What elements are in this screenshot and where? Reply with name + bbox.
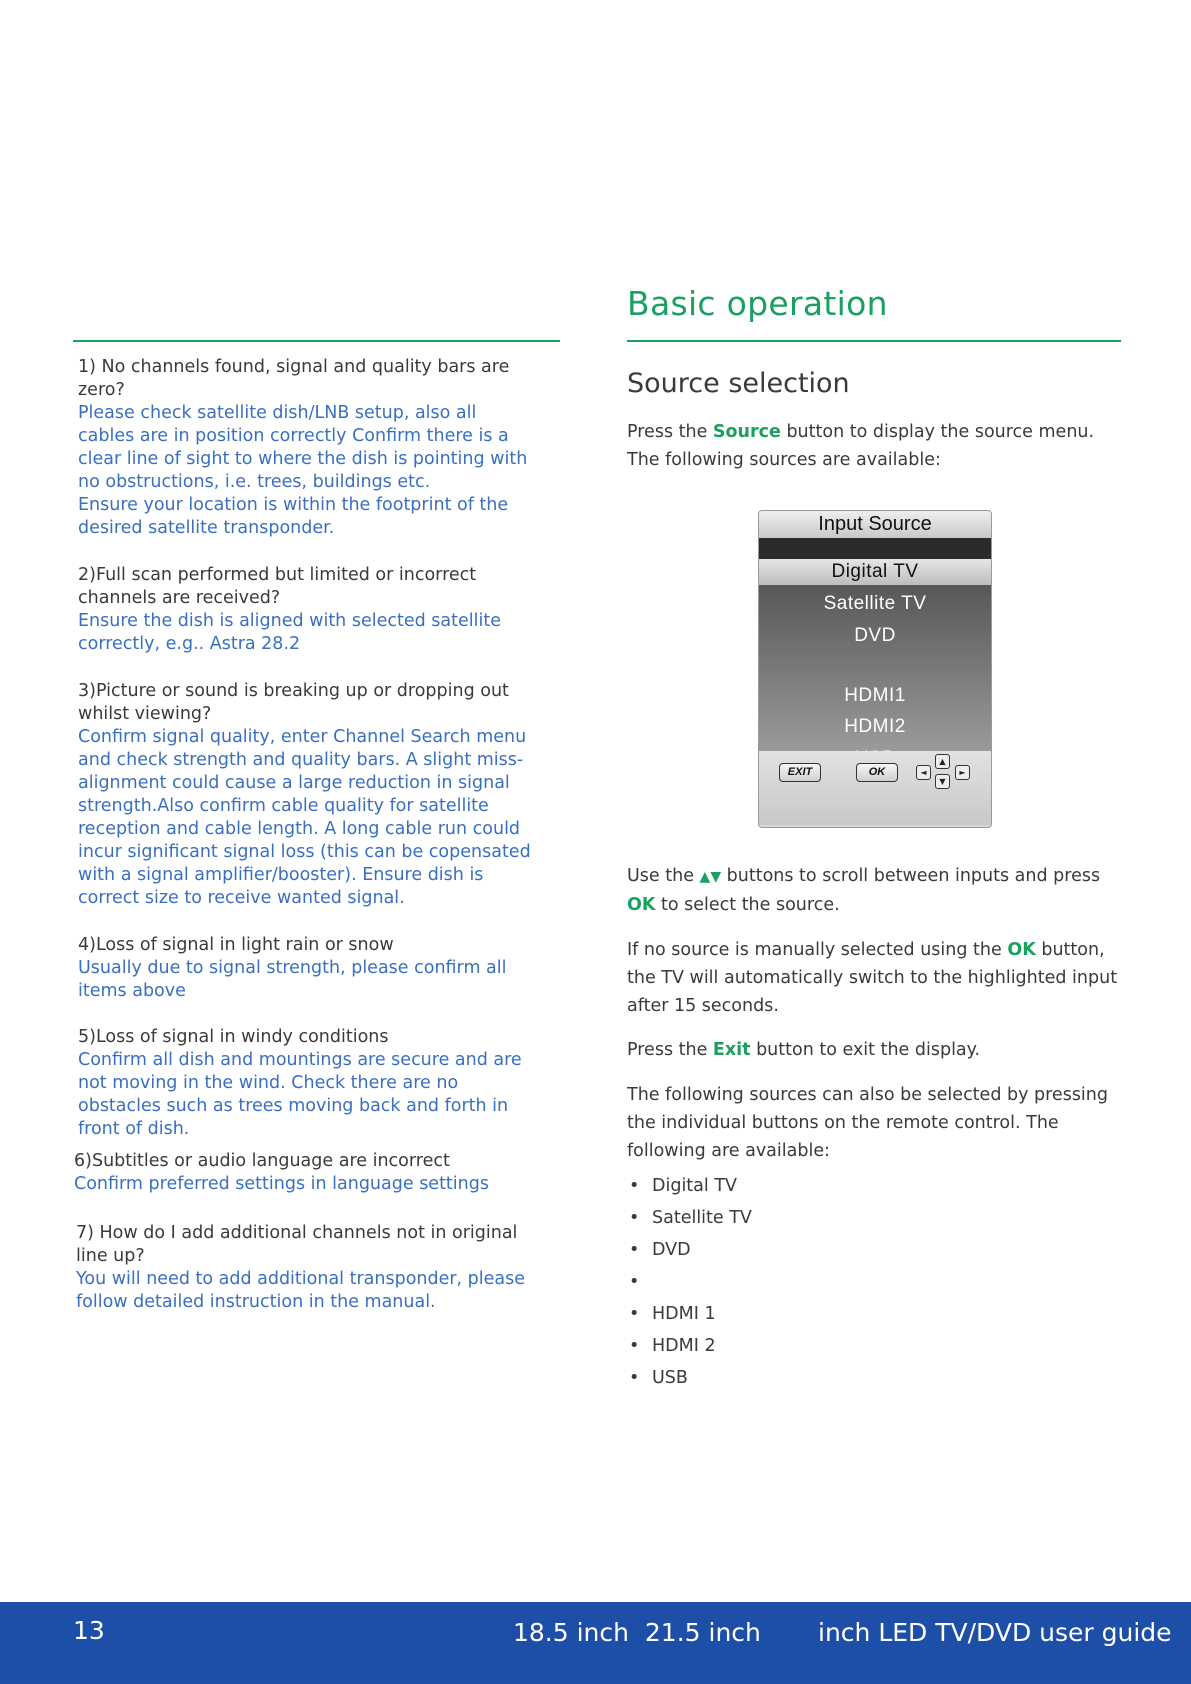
ok-key-button[interactable]: OK: [856, 763, 898, 782]
faq-answer: Confirm signal quality, enter Channel Search menu and check strength and quality bars. A slight miss-alignment could cause a large reduction in signal strength.Also confirm cable quality for satellite reception and cable length. A long cable run could incur significant signal loss (this can be copensated with a signal amplifier/booster). Ensure dish is correct size to receive wanted signal.: [78, 727, 531, 908]
list-item: [627, 1268, 752, 1300]
list-item: • HDMI 2: [627, 1332, 752, 1364]
input-source-title: Input Source: [759, 511, 991, 538]
faq-question: 2)Full scan performed but limited or incorrect channels are received?: [78, 565, 477, 608]
up-down-arrows-icon: ▲▼: [699, 869, 722, 885]
faq-item: [78, 356, 538, 540]
right-divider: [627, 340, 1121, 342]
list-item: • Satellite TV: [627, 1204, 752, 1236]
faq-question: 1) No channels found, signal and quality bars are zero?: [78, 357, 510, 400]
right-arrow-icon[interactable]: ►: [955, 765, 970, 780]
left-divider: [73, 340, 560, 342]
menu-item-digital-tv[interactable]: Digital TV: [759, 559, 991, 585]
faq-answer: Confirm preferred settings in language settings: [74, 1174, 489, 1194]
faq-question: 3)Picture or sound is breaking up or dropping out whilst viewing?: [78, 681, 509, 724]
source-list: [627, 1172, 752, 1396]
faq-question: 7) How do I add additional channels not in original line up?: [76, 1223, 518, 1266]
list-item: • USB: [627, 1364, 752, 1396]
exit-instructions: [627, 1036, 1122, 1064]
faq-answer: Confirm all dish and mountings are secure and are not moving in the wind. Check there are no obstacles such as trees moving back and forth in front of dish.: [78, 1050, 522, 1139]
faq-item: [76, 1222, 536, 1314]
menu-list: [759, 559, 991, 751]
text-run: If no source is manually selected using the: [627, 940, 1008, 960]
page-footer: [0, 1602, 1191, 1684]
faq-question: 4)Loss of signal in light rain or snow: [78, 935, 394, 955]
exit-key-label: Exit: [712, 1040, 751, 1060]
faq-answer: Ensure the dish is aligned with selected satellite correctly, e.g.. Astra 28.2: [78, 611, 501, 654]
source-key-label: Source: [712, 422, 781, 442]
text-run: to select the source.: [655, 895, 840, 915]
text-run: Press the: [627, 422, 713, 442]
remote-sources-note: The following sources can also be selected by pressing the individual buttons on the remote control. The following are available:: [627, 1085, 1108, 1161]
faq-item: [78, 934, 538, 1003]
faq-item: [78, 564, 538, 656]
exit-key-button[interactable]: EXIT: [779, 763, 821, 782]
auto-switch-note: [627, 936, 1122, 1020]
faq-answer: Usually due to signal strength, please confirm all items above: [78, 958, 507, 1001]
menu-footer: [759, 751, 991, 825]
faq-answer: You will need to add additional transponder, please follow detailed instruction in the manual.: [76, 1269, 526, 1312]
menu-item-hdmi2[interactable]: HDMI2: [844, 716, 906, 737]
source-selection-title: Source selection: [627, 368, 850, 399]
text-run: button to display the source menu. The following sources are available:: [627, 422, 1095, 470]
source-intro: [627, 418, 1122, 474]
list-item: • HDMI 1: [627, 1300, 752, 1332]
text-run: button, the TV will automatically switch to the highlighted input after 15 seconds.: [627, 940, 1118, 1016]
faq-question: 6)Subtitles or audio language are incorrect: [74, 1151, 450, 1171]
page-number: 13: [73, 1616, 105, 1645]
list-item: • Digital TV: [627, 1172, 752, 1204]
faq-answer: Please check satellite dish/LNB setup, also all cables are in position correctly Confirm there is a clear line of sight to where the dish is pointing with no obstructions, i.e. trees, buildings etc. Ensure your location is within the footprint of the desired satellite transponder.: [78, 403, 528, 538]
faq-item: [78, 1026, 538, 1141]
menu-item-dvd[interactable]: DVD: [854, 625, 896, 646]
input-source-menu: [758, 510, 992, 828]
faq-question: 5)Loss of signal in windy conditions: [78, 1027, 389, 1047]
up-arrow-icon[interactable]: ▲: [935, 754, 950, 769]
faq-item: [74, 1150, 534, 1196]
footer-guide-title: inch LED TV/DVD user guide: [818, 1618, 1172, 1647]
menu-separator: [759, 538, 991, 559]
down-arrow-icon[interactable]: ▼: [935, 774, 950, 789]
footer-sizes: 18.5 inch 21.5 inch: [513, 1618, 761, 1647]
text-run: button to exit the display.: [750, 1040, 981, 1060]
faq-item: [78, 680, 538, 910]
section-title: Basic operation: [627, 284, 888, 323]
left-arrow-icon[interactable]: ◄: [916, 765, 931, 780]
scroll-instructions: [627, 862, 1122, 919]
menu-item-satellite-tv[interactable]: Satellite TV: [823, 593, 927, 614]
ok-key-label: OK: [627, 895, 656, 915]
ok-key-label: OK: [1007, 940, 1036, 960]
text-run: Press the: [627, 1040, 713, 1060]
text-run: buttons to scroll between inputs and press: [721, 866, 1101, 886]
list-item: • DVD: [627, 1236, 752, 1268]
menu-item-hdmi1[interactable]: HDMI1: [844, 685, 906, 706]
text-run: Use the: [627, 866, 700, 886]
